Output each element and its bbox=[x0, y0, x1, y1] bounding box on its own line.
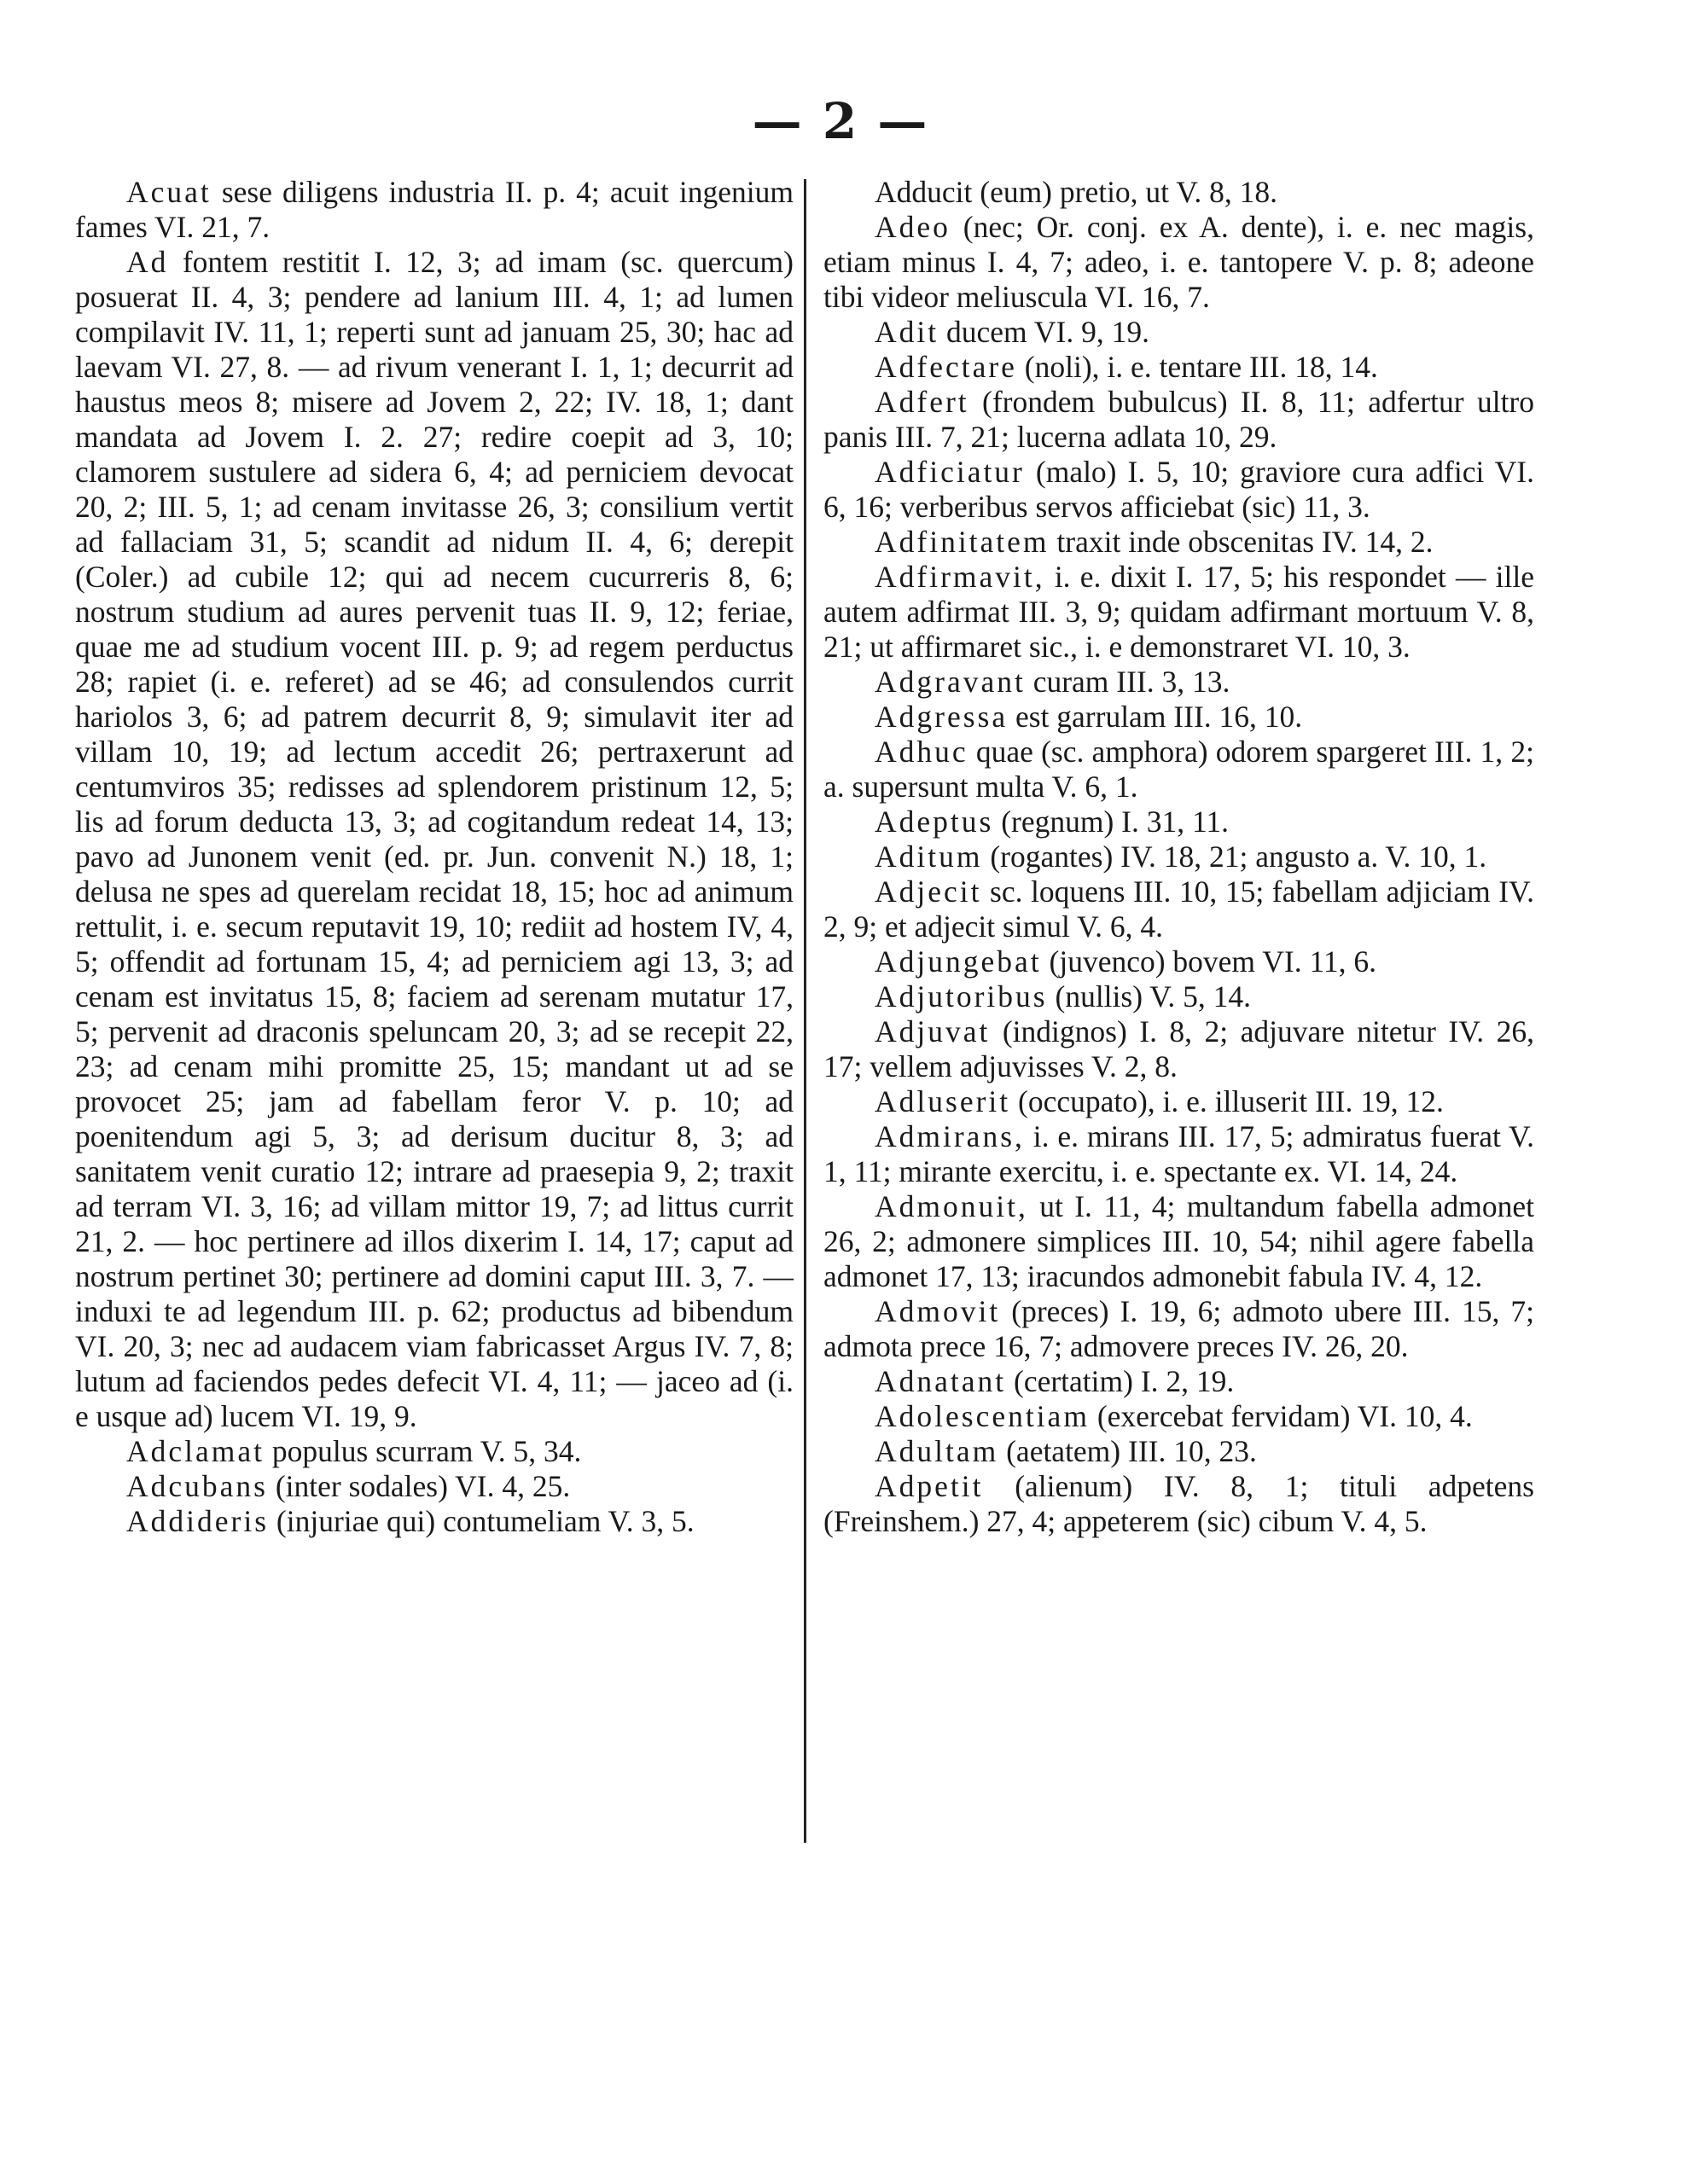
index-entry bbox=[823, 1119, 1534, 1189]
entry-text: (exercebat fervidam) VI. 10, 4. bbox=[1089, 1399, 1473, 1433]
right-column bbox=[823, 175, 1534, 1539]
entry-text: (indignos) I. 8, 2; adjuvare nitetur IV. 26, 17; vellem adjuvisses V. 2, 8. bbox=[823, 1014, 1534, 1083]
index-entry bbox=[823, 839, 1534, 874]
entry-text: traxit inde obscenitas IV. 14, 2. bbox=[1049, 525, 1434, 559]
index-entry bbox=[823, 1014, 1534, 1084]
entry-text: (frondem bubulcus) II. 8, 11; adfertur ultro panis III. 7, 21; lucerna adlata 10, 29. bbox=[823, 385, 1534, 454]
entry-text: (noli), i. e. tentare III. 18, 14. bbox=[1016, 350, 1378, 384]
index-entry bbox=[823, 175, 1534, 210]
entry-headword: Acuat bbox=[126, 175, 212, 209]
index-entry bbox=[823, 1364, 1534, 1399]
entry-headword: Adcubans bbox=[126, 1469, 268, 1503]
index-entry bbox=[823, 560, 1534, 665]
entry-text: est garrulam III. 16, 10. bbox=[1008, 700, 1303, 734]
index-entry bbox=[823, 350, 1534, 385]
entry-text: populus scurram V. 5, 34. bbox=[265, 1434, 582, 1468]
entry-text: (certatim) I. 2, 19. bbox=[1006, 1364, 1235, 1398]
entry-headword: Adnatant bbox=[875, 1364, 1007, 1398]
index-entry bbox=[823, 1469, 1534, 1539]
entry-headword: Adhuc bbox=[875, 735, 968, 769]
entry-headword: Adjungebat bbox=[875, 944, 1042, 979]
entry-headword: Adjecit bbox=[875, 874, 982, 909]
index-entry bbox=[823, 735, 1534, 804]
entry-text: Adducit (eum) pretio, ut V. 8, 18. bbox=[875, 175, 1277, 209]
entry-text: (juvenco) bovem VI. 11, 6. bbox=[1041, 944, 1377, 979]
entry-headword: Adgravant bbox=[875, 665, 1026, 699]
entry-text: (malo) I. 5, 10; graviore cura adfici VI. 6, 16; verberibus servos afficiebat (sic) 11, 3. bbox=[823, 455, 1534, 524]
entry-text: (nullis) V. 5, 14. bbox=[1047, 979, 1251, 1014]
index-entry bbox=[75, 1434, 794, 1469]
entry-text: (preces) I. 19, 6; admoto ubere III. 15, 7; admota prece 16, 7; admovere preces IV. 26, 20. bbox=[823, 1294, 1534, 1363]
entry-text: (aetatem) III. 10, 23. bbox=[998, 1434, 1257, 1468]
index-entry bbox=[823, 525, 1534, 560]
entry-headword: Adeo bbox=[875, 210, 951, 244]
entry-text: ut I. 11, 4; multandum fabella admonet 26, 2; admonere simplices III. 10, 54; nihil agere fabella admonet 17, 13; iracundos admonebit fabula IV. 4, 12. bbox=[823, 1189, 1534, 1293]
entry-headword: Adeptus bbox=[875, 804, 994, 839]
entry-text: curam III. 3, 13. bbox=[1025, 665, 1230, 699]
index-entry bbox=[75, 1504, 794, 1539]
left-column bbox=[75, 175, 794, 1539]
entry-headword: Adluserit bbox=[875, 1084, 1011, 1118]
index-entry bbox=[75, 175, 794, 245]
index-entry bbox=[823, 455, 1534, 525]
entry-headword: Adultam bbox=[875, 1434, 999, 1468]
page-number: — 2 — bbox=[752, 92, 929, 150]
entry-headword: Admonuit, bbox=[875, 1189, 1028, 1223]
entry-text: quae (sc. amphora) odorem spargeret III. 1, 2; a. supersunt multa V. 6, 1. bbox=[823, 735, 1534, 804]
entry-headword: Adgressa bbox=[875, 700, 1009, 734]
entry-headword: Adficiatur bbox=[875, 455, 1025, 489]
entry-text: (alienum) IV. 8, 1; tituli adpetens (Freinshem.) 27, 4; appeterem (sic) cibum V. 4, 5. bbox=[823, 1469, 1534, 1538]
index-entry bbox=[823, 665, 1534, 700]
index-entry bbox=[823, 1084, 1534, 1119]
column-divider bbox=[804, 179, 806, 1843]
entry-text: i. e. mirans III. 17, 5; admiratus fuerat V. 1, 11; mirante exercitu, i. e. spectante ex. VI. 14, 24. bbox=[823, 1119, 1534, 1188]
entry-headword: Adclamat bbox=[126, 1434, 265, 1468]
entry-headword: Adjuvat bbox=[875, 1014, 991, 1048]
index-entry bbox=[823, 1399, 1534, 1434]
entry-headword: Adfectare bbox=[875, 350, 1017, 384]
entry-headword: Aditum bbox=[875, 839, 983, 874]
entry-headword: Addideris bbox=[126, 1504, 270, 1538]
index-entry bbox=[823, 385, 1534, 455]
index-entry bbox=[823, 700, 1534, 735]
index-entry bbox=[75, 1469, 794, 1504]
index-entry bbox=[823, 315, 1534, 350]
index-entry bbox=[823, 874, 1534, 944]
entry-headword: Adfinitatem bbox=[875, 525, 1050, 559]
entry-text: sc. loquens III. 10, 15; fabellam adjiciam IV. 2, 9; et adjecit simul V. 6, 4. bbox=[823, 874, 1534, 944]
entry-text: ducem VI. 9, 19. bbox=[939, 315, 1149, 349]
index-entry bbox=[823, 1434, 1534, 1469]
entry-text: (rogantes) IV. 18, 21; angusto a. V. 10, 1. bbox=[982, 839, 1487, 874]
entry-text: i. e. dixit I. 17, 5; his respondet — ille autem adfirmat III. 3, 9; quidam adfirmant mortuum V. 8, 21; ut affirmaret sic., i. e demonstraret VI. 10, 3. bbox=[823, 560, 1534, 664]
index-entry bbox=[823, 979, 1534, 1014]
entry-headword: Admirans, bbox=[875, 1119, 1025, 1153]
entry-headword: Adfert bbox=[875, 385, 969, 419]
index-entry bbox=[823, 944, 1534, 979]
entry-text: (injuriae qui) contumeliam V. 3, 5. bbox=[269, 1504, 695, 1538]
entry-text: fontem restitit I. 12, 3; ad imam (sc. quercum) posuerat II. 4, 3; pendere ad lanium III. 4, 1; ad lumen compilavit IV. 11, 1; reperti sunt ad januam 25, 30; hac ad laevam VI. 27, 8. — ad rivum venerant I. 1, 1; decurrit ad haustus meos 8; misere ad Jovem 2, 22; IV. 18, 1; dant mandata ad Jovem I. 2. 27; redire coepit ad 3, 10; clamorem sustulere ad sidera 6, 4; ad perniciem devocat 20, 2; III. 5, 1; ad cenam invitasse 26, 3; consilium vertit ad fallaciam 31, 5; scandit ad nidum II. 4, 6; derepit (Coler.) ad cubile 12; qui ad necem cucurreris 8, 6; nostrum studium ad aures pervenit tuas II. 9, 12; feriae, quae me ad studium vocent III. p. 9; ad regem perductus 28; rapiet (i. e. referet) ad se 46; ad consulendos currit hariolos 3, 6; ad patrem decurrit 8, 9; simulavit iter ad villam 10, 19; ad lectum accedit 26; pertraxerunt ad centumviros 35; redisses ad splendorem pristinum 12, 5; lis ad forum deducta 13, 3; ad cogitandum redeat 14, 13; pavo ad Junonem venit (ed. pr. Jun. convenit N.) 18, 1; delusa ne spes ad querelam recidat 18, 15; hoc ad animum rettulit, i. e. secum reputavit 19, 10; rediit ad hostem IV, 4, 5; offendit ad fortunam 15, 4; ad perniciem agi 13, 3; ad cenam est invitatus 15, 8; faciem ad serenam mutatur 17, 5; pervenit ad draconis speluncam 20, 3; ad se recepit 22, 23; ad cenam mihi promitte 25, 15; mandant ut ad se provocet 25; jam ad fabellam feror V. p. 10; ad poenitendum agi 5, 3; ad derisum ducitur 8, 3; ad sanitatem venit curatio 12; intrare ad praesepia 9, 2; traxit ad terram VI. 3, 16; ad villam mittor 19, 7; ad littus currit 21, 2. — hoc pertinere ad illos dixerim I. 14, 17; caput ad nostrum pertinet 30; pertinere ad domini caput III. 3, 7. — induxi te ad legendum III. p. 62; productus ad bibendum VI. 20, 3; nec ad audacem viam fabricasset Argus IV. 7, 8; lutum ad faciendos pedes defecit VI. 4, 11; — jaceo ad (i. e usque ad) lucem VI. 19, 9. bbox=[75, 245, 794, 1433]
index-entry bbox=[823, 804, 1534, 839]
entry-text: (nec; Or. conj. ex A. dente), i. e. nec magis, etiam minus I. 4, 7; adeo, i. e. tantopere V. p. 8; adeone tibi videor meliuscula VI. 16, 7. bbox=[823, 210, 1534, 314]
entry-text: (occupato), i. e. illuserit III. 19, 12. bbox=[1010, 1084, 1444, 1118]
entry-headword: Admovit bbox=[875, 1294, 1001, 1328]
index-entry bbox=[823, 1189, 1534, 1294]
entry-headword: Ad bbox=[126, 245, 169, 279]
entry-text: sese diligens industria II. p. 4; acuit ingenium fames VI. 21, 7. bbox=[75, 175, 794, 244]
index-entry bbox=[75, 245, 794, 1434]
entry-headword: Adpetit bbox=[875, 1469, 984, 1503]
index-entry bbox=[823, 1294, 1534, 1364]
entry-headword: Adfirmavit, bbox=[875, 560, 1045, 594]
entry-text: (regnum) I. 31, 11. bbox=[993, 804, 1230, 839]
index-entry bbox=[823, 210, 1534, 315]
entry-headword: Adit bbox=[875, 315, 939, 349]
entry-headword: Adolescentiam bbox=[875, 1399, 1090, 1433]
entry-text: (inter sodales) VI. 4, 25. bbox=[267, 1469, 571, 1503]
entry-headword: Adjutoribus bbox=[875, 979, 1048, 1014]
